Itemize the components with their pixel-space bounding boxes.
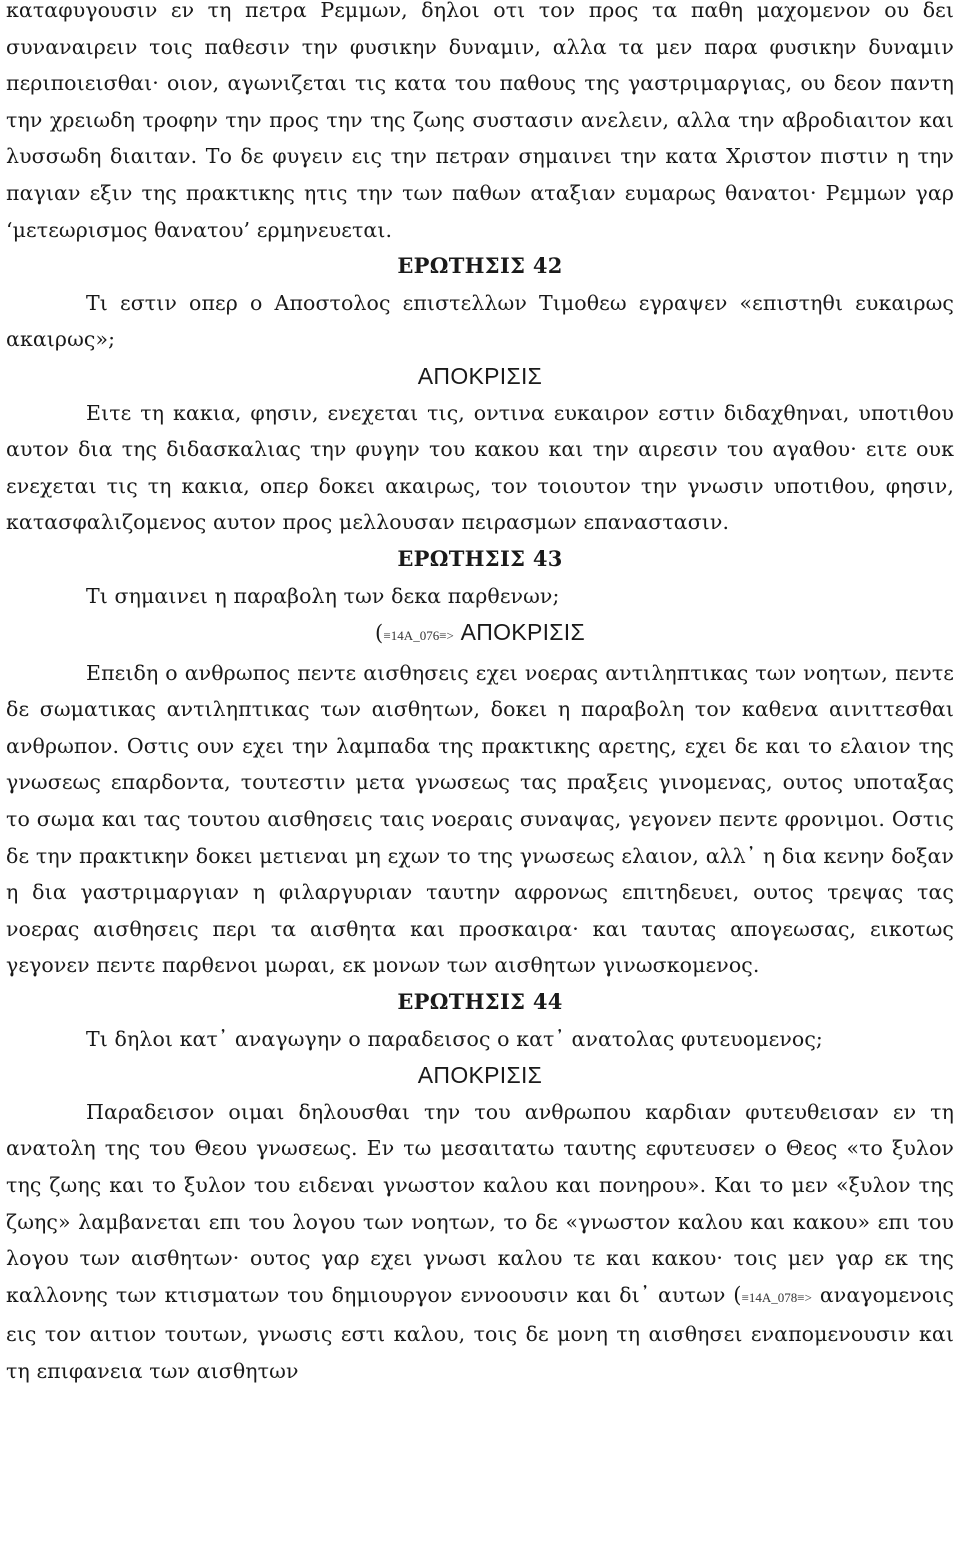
answer-44-text-part2: αναγομενοις εις τον αιτιον τουτων, γνωσις εστι καλου, τοις δε μονη τη αισθησει εναπομενουσιν και τη επιφανεια των αισθητων [6,1282,954,1383]
answer-43-heading-line [6,614,954,655]
answer-44-text [6,1094,954,1390]
marker-open-paren-2: ( [733,1282,742,1307]
answer-42-text: Ειτε τη κακια, φησιν, ενεχεται τις, οντινα ευκαιρον εστιν διδαχθηναι, υποτιθου αυτον δια της διδασκαλιας την φυγην του κακου και την αιρεσιν του αγαθου· ειτε ουκ ενεχεται τις τη κακια, οπερ δοκει ακαιρως, τον τοιουτον την γνωσιν υποτιθου, φησιν, κατασφαλιζομενος αυτον προς μελλουσαν πειρασμων επαναστασιν. [6,400,954,535]
question-44-heading: ΕΡΩΤΗΣΙΣ 44 [397,989,563,1015]
marker-open-paren: ( [374,621,384,646]
answer-43-heading: ΑΠΟΚΡΙΣΙΣ [460,619,586,646]
page-marker-14a-078: ≡14A_078≡> [741,1289,812,1305]
answer-44-text-part1: Παραδεισον οιμαι δηλουσθαι την του ανθρωπου καρδιαν φυτευθεισαν εν τη ανατολη της του Θεου γνωσεως. Εν τω μεσαιτατω ταυτης εφυτευσεν ο Θεος «το ξυλον της ζωης και το ξυλον του ειδεναι γνωστον καλου και πονηρου». Και το μεν «ξυλον της ζωης» λαμβανεται επι του λογου των νοητων, το δε «γνωστον καλου και κακου» επι του λογου των αισθητων· ουτος γαρ εχει γνωσι καλου τε και κακου· τοις μεν γαρ εκ της καλλονης των κτισματων του δημιουργον εννοουσιν και δι᾽ αυτων [6,1099,954,1307]
question-44-text: Τι δηλοι κατ᾽ αναγωγην ο παραδεισος ο κατ᾽ ανατολας φυτευομενος; [86,1026,823,1051]
page-marker-14a-076: ≡14A_076≡> [383,628,454,644]
question-42-text: Τι εστιν οπερ ο Αποστολος επιστελλων Τιμοθεω εγραψεν «επιστηθι ευκαιρως ακαιρως»; [6,290,954,352]
answer-44-heading: ΑΠΟΚΡΙΣΙΣ [417,1062,543,1089]
answer-43-text: Επειδη ο ανθρωπος πεντε αισθησεις εχει νοερας αντιληπτικας των νοητων, πεντε δε σωματικας αντιληπτικας των αισθητων, δοκει η παραβολη τον καθενα αινιττεσθαι ανθρωπον. Οστις ουν εχει την λαμπαδα της πρακτικης αρετης, εχει δε και το ελαιον της γνωσεως επαρδοντα, τουτεστιν μετα γνωσεως τας πραξεις γινομενας, ουτος υποταξας το σωμα και τας τουτου αισθησεις ταις νοεραις συναψας, γεγονεν πεντε φρονιμοι. Οστις δε την πρακτικην δοκει μετιεναι μη εχων το της γνωσεως ελαιον, αλλ᾽ η δια κενην δοξαν η δια γαστριμαργιαν η φιλαργυριαν ταυτην αφρονως επιτηδευει, ουτος τρεψας τας νοερας αισθησεις περι τα αισθητα και προσκαιρα· και ταυτας απογεωσας, εικοτως γεγονεν πεντε παρθενοι μωραι, εκ μονων των αισθητων γινωσκομενος. [6,660,954,978]
question-43-text: Τι σημαινει η παραβολη των δεκα παρθενων; [86,583,560,608]
intro-paragraph: καταφυγουσιν εν τη πετρα Ρεμμων, δηλοι οτι τον προς τα παθη μαχομενον ου δει συναναιρειν τοις παθεσιν την φυσικην δυναμιν, αλλα τα μεν παρα φυσικην δυναμιν περιποιεισθαι· οιον, αγωνιζεται τις κατα του παθους της γαστριμαργιας, ου δεον παντη την χρειωδη τροφην την προς την της ζωης συστασιν ανελειν, αλλα την αβροδιαιτον και λυσσωδη διαιταν. Το δε φυγειν εις την πετραν σημαινει την κατα Χριστον πιστιν η την παγιαν εξιν της πρακτικης ητις την των παθων αταξιαν ευμαρως θανατοι· Ρεμμων γαρ ‘μετεωρισμος θανατου’ ερμηνευεται. [6,0,954,242]
question-42-heading: ΕΡΩΤΗΣΙΣ 42 [397,253,563,279]
answer-42-heading: ΑΠΟΚΡΙΣΙΣ [417,362,543,389]
question-43-heading: ΕΡΩΤΗΣΙΣ 43 [397,545,563,571]
